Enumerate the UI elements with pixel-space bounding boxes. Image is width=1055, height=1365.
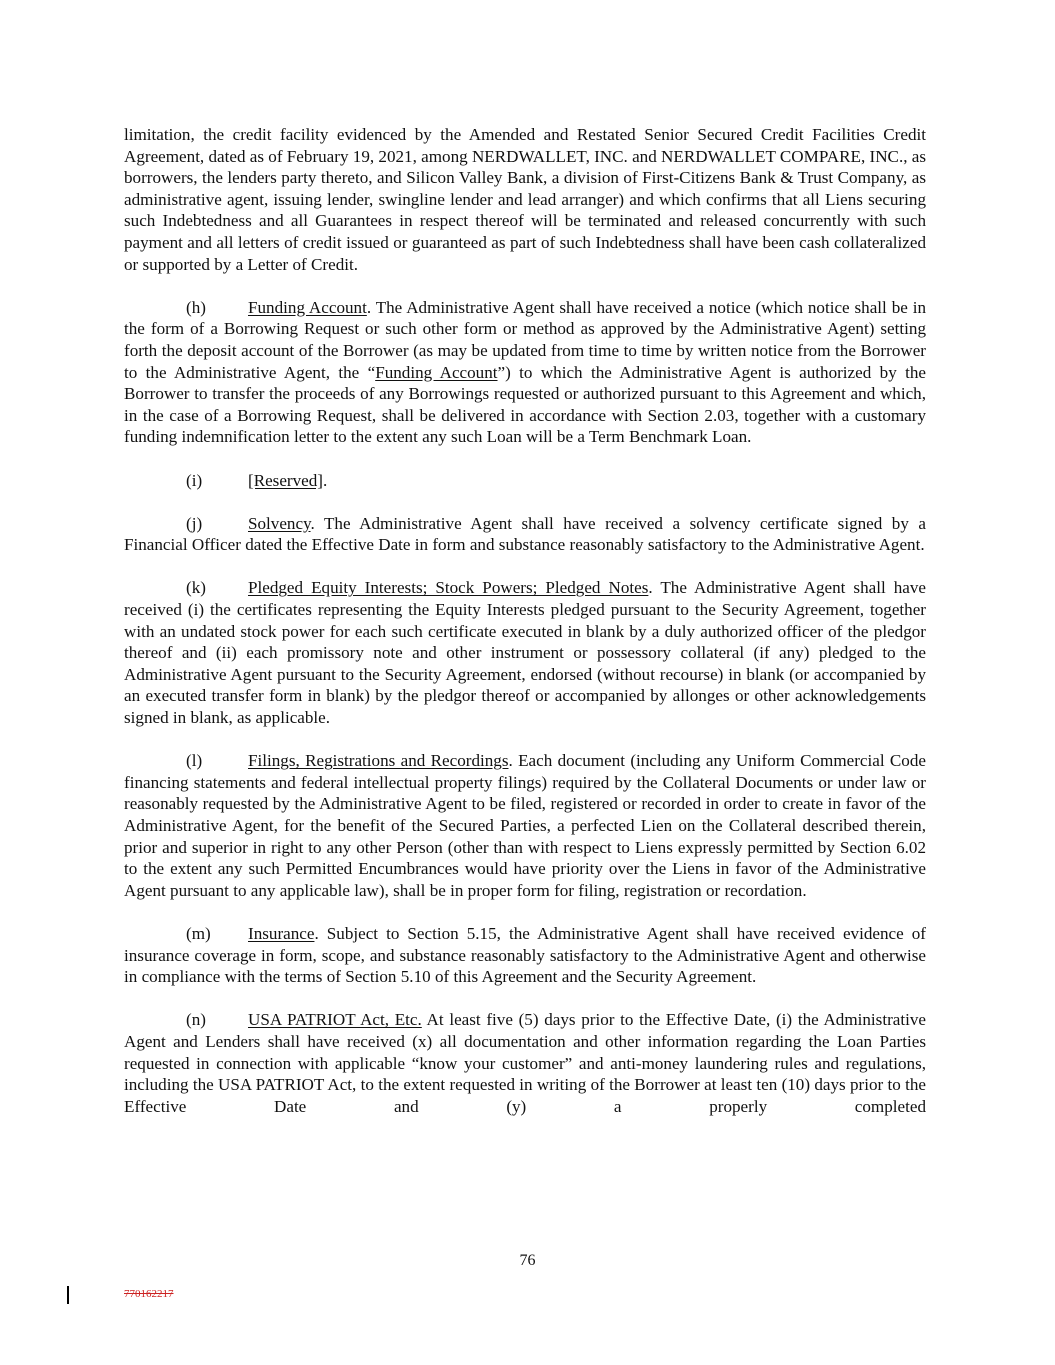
revision-margin-bar [67,1286,69,1304]
section-n-paragraph [124,1009,926,1117]
section-l-paragraph [124,750,926,901]
section-text: . Each document (including any Uniform Commercial Code financing statements and federal intellectual property filings) required by the Collateral Documents or under law or reasonably requested by the Administrative Agent to be filed, registered or recorded in order to create in favor of the Administrative Agent, for the benefit of the Secured Parties, a perfected Lien on the Collateral described therein, prior and superior in right to any other Person (other than with respect to Liens expressly permitted by Section 6.02 to the extent any such Permitted Encumbrances would have priority over the Liens in favor of the Administrative Agent pursuant to any applicable law), shall be in proper form for filing, registration or recordation. [124,751,926,900]
section-heading: [Reserved] [248,470,323,490]
section-m-paragraph [124,923,926,988]
section-k-paragraph [124,577,926,728]
section-marker: (m) [186,923,211,943]
section-text: . Subject to Section 5.15, the Administrative Agent shall have received evidence of insurance coverage in form, scope, and substance reasonably satisfactory to the Administrative Agent and otherwise in compliance with the terms of Section 5.10 of this Agreement and the Security Agreement. [124,923,926,987]
section-i-paragraph [124,470,926,492]
section-heading: Solvency [248,513,311,533]
section-marker: (h) [186,297,206,317]
section-text: ”) to which the Administrative Agent is authorized by the Borrower to transfer the proceeds of any Borrowings requested or authorized pursuant to this Agreement and which, in the case of a Borrowing Request, shall be delivered in accordance with Section 2.03, together with a customary funding indemnification letter to the extent any such Loan will be a Term Benchmark Loan. [124,362,926,447]
continuation-paragraph: limitation, the credit facility evidenced by the Amended and Restated Senior Secured Credit Facilities Credit Agreement, dated as of February 19, 2021, among NERDWALLET, INC. and NERDWALLET COMPARE, INC., as borrowers, the lenders party thereto, and Silicon Valley Bank, a division of First-Citizens Bank & Trust Company, as administrative agent, issuing lender, swingline lender and lead arranger) and which confirms that all Liens securing such Indebtedness and all Guarantees in respect thereof will be terminated and released concurrently with such payment and all letters of credit issued or guaranteed as part of such Indebtedness shall have been cash collateralized or supported by a Letter of Credit. [124,125,927,274]
section-marker: (i) [186,470,203,490]
document-id: 770162217 [124,1288,174,1300]
section-h-paragraph [124,297,926,448]
section-heading: Filings, Registrations and Recordings [248,751,509,771]
section-text: . The Administrative Agent shall have received a notice (which notice shall be in the form of a Borrowing Request or such other form or method as approved by the Administrative Agent) setting forth the deposit account of the Borrower (as may be updated from time to time by written notice from the Borrower to the Administrative Agent, the “ [124,297,927,382]
section-text: . The Administrative Agent shall have received a solvency certificate signed by a Financial Officer dated the Effective Date in form and substance reasonably satisfactory to the Administrative Agent. [124,513,926,555]
section-heading: USA PATRIOT Act, Etc. [248,1010,422,1030]
section-marker: (l) [186,751,203,771]
section-heading: Funding Account [248,297,367,317]
section-marker: (n) [186,1010,206,1030]
section-text: . The Administrative Agent shall have received (i) the certificates representing the Equity Interests pledged pursuant to the Security Agreement, together with an undated stock power for each such certificate executed in blank by a duly authorized officer of the pledgor thereof and (ii) each promissory note and other instrument or possessory collateral (if any) pledged to the Administrative Agent pursuant to the Security Agreement, endorsed (without recourse) in blank (or accompanied by an executed transfer form in blank) by the pledgor thereof or accompanied by allonges or other acknowledgements signed in blank, as applicable. [124,578,926,728]
section-marker: (k) [186,578,206,598]
section-heading: Insurance [248,923,315,943]
section-text: . [323,470,328,490]
section-heading: Pledged Equity Interests; Stock Powers; Pledged Notes [248,578,649,598]
section-text: At least five (5) days prior to the Effective Date, (i) the Administrative Agent and Lenders shall have received (x) all documentation and other information regarding the Loan Parties requested in connection with applicable “know your customer” and anti-money laundering rules and regulations, including the USA PATRIOT Act, to the extent requested in writing of the Borrower at least ten (10) days prior to the Effective Date and (y) a properly completed [124,1010,926,1116]
document-body [124,124,926,1139]
section-marker: (j) [186,513,203,533]
defined-term: Funding Account [375,362,498,382]
section-j-paragraph [124,513,926,556]
page-number: 76 [519,1252,536,1269]
